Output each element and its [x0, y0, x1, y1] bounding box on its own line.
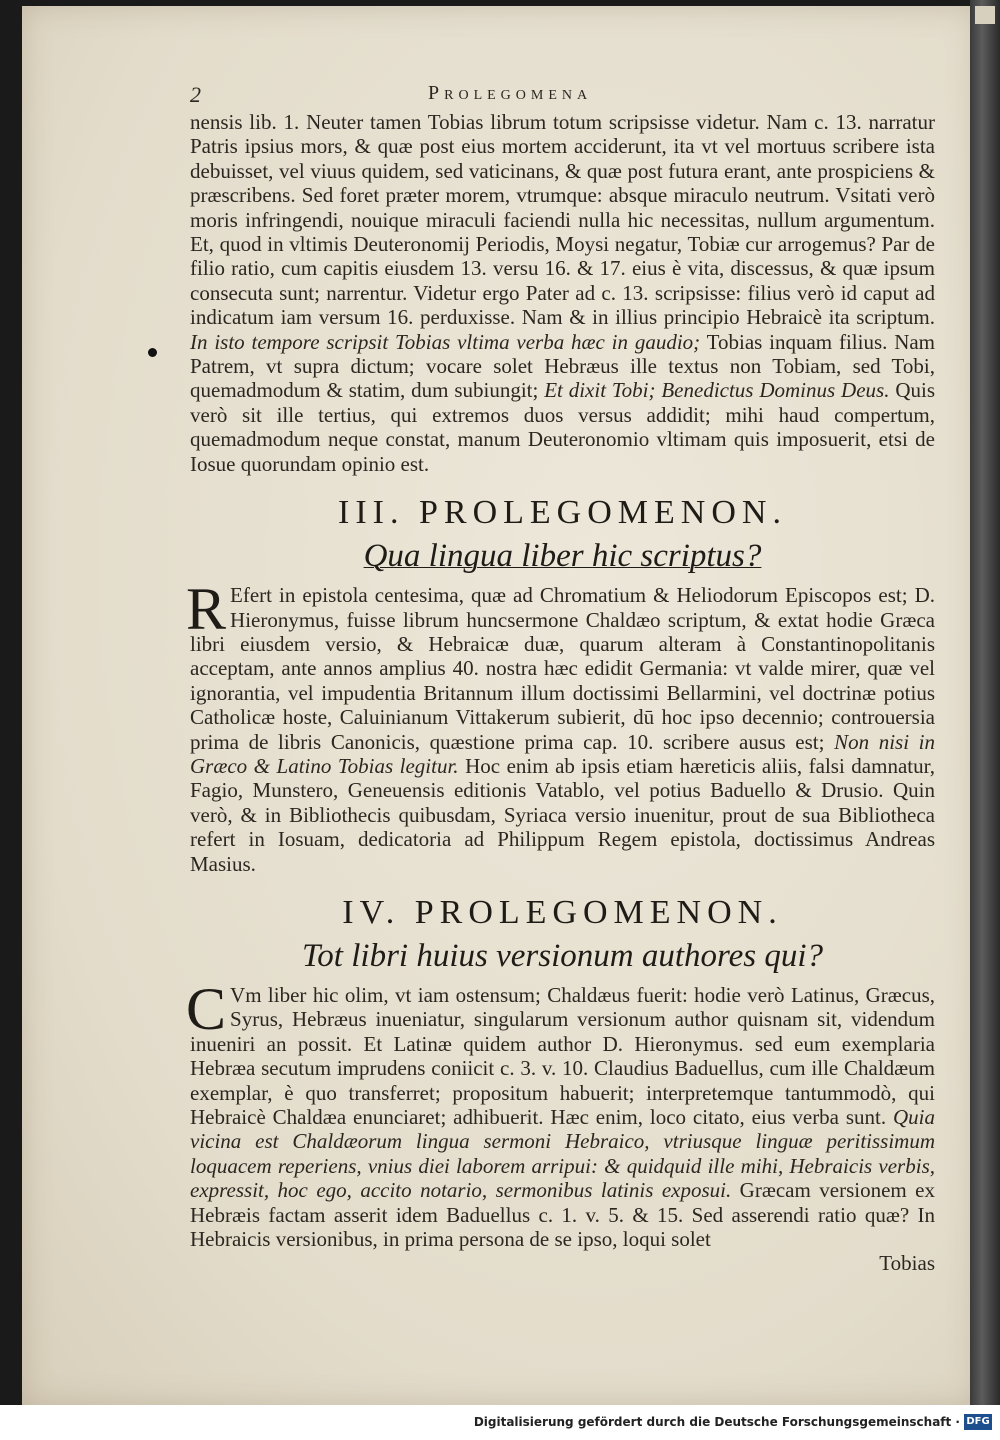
ink-dot — [148, 348, 157, 357]
page-edge — [970, 0, 1000, 1405]
intro-paragraph — [190, 110, 935, 476]
page-header — [190, 82, 935, 110]
section-3-dropcap: R — [186, 576, 227, 643]
section-4-heading: IV. PROLEGOMENON. — [342, 893, 783, 931]
section-3-paragraph — [186, 576, 936, 876]
section-3-heading: III. PROLEGOMENON. — [338, 494, 787, 532]
running-title: Prolegomena — [428, 82, 593, 104]
section-4-text-a: Vm liber hic olim, vt iam ostensum; Chaldæus fuerit: hodie verò Latinus, Græcus, Syrus, Hebræus inueniatur, singularum versionum author quisnam sit, videndum inueniri an possit. Et Latinæ quidem author D. Hieronymus. sed eum exemplaria Hebræa secutum imprudens coniicit c. 3. v. 10. Claudius Baduellus, cum ille Chaldæum exemplar, è quo transferret; propositum habuerit; interpretemque tantummodò, qui Hebraicè Chaldæa enunciaret; adhibuerit. Hæc enim, loco citato, eius verba sunt. — [190, 982, 935, 1129]
section-4-text-b: Græcam versionem ex Hebræis factam asserit idem Baduellus c. 1. v. 5. & 15. Sed asserendi ratio quæ? In Hebraicis versionibus, in prima persona de se ipso, loqui solet — [190, 1178, 935, 1252]
text-block — [186, 82, 936, 1276]
section-3-quote: Non nisi in Græco & Latino Tobias legitur. — [190, 729, 936, 778]
section-3-text-b: Hoc enim ab ipsis etiam hæreticis aliis, falsi damnatur, Fagio, Munstero, Geneuensis editionis Vatablo, vel potius Baduello & Drusio. Quin verò, & in Bibliothecis quibusdam, Syriaca versio inuenitur, prout de sua Bibliotheca refert in Iosuam, dedicatoria ad Philippum Regem epistola, doctissimus Andreas Masius. — [190, 753, 936, 876]
section-3-text-a: Efert in epistola centesima, quæ ad Chromatium & Heliodorum Episcopos est; D. Hieronymus, fuisse librum huncsermone Chaldæo scriptum, & extat hodie Græca libri eiusdem versio, & Hebraicæ duæ, quarum alteram à Constantinopolitanis acceptam, ante annos amplius 40. nostra hæc edidit Germania: vt valde mirer, quæ vel ignorantia, vel impudentia Britannum illum doctissimi Bellarmini, vel doctrinæ potius Catholicæ hoste, Caluinianum Vittakerum subierit, dū hoc ipso decennio; controuersia prima de libris Canonicis, quæstione prima cap. 10. scribere ausus est; — [190, 583, 935, 754]
intro-quote-a: In isto tempore scripsit Tobias vltima verba hæc in gaudio; — [190, 329, 701, 354]
section-4-dropcap: C — [186, 975, 227, 1042]
intro-text-c: Quis verò sit ille tertius, qui extremos duos versus addidit; mihi haud compertum, quemadmodum neque constat, manum Deuteronomio vltimam quis imposuerit, etsi de Iosue quorundam opinio est. — [190, 378, 935, 476]
intro-text-a: nensis lib. 1. Neuter tamen Tobias librum totum scripsisse videtur. Nam c. 13. narratur Patris ipsius mors, & quæ post eius mortem acciderunt, ita vt vel mortuus scribere ista debuisset, vel viuus quidem, sed vaticinans, & quæ post futura erant, ante prospiciens & præscribens. Sed foret præter morem, vtrumque: absque miraculo neutrum. Vsitati verò moris infringendi, nouique miraculi faciendi nulla hic necessitas, nullum argumentum. Et, quod in vltimis Deuteronomij Periodis, Moysi negatur, Tobiæ cur arrogemus? Par de filio ratio, cum capitis eiusdem 13. versu 16. & 17. eius è vita, discessus, & quæ ipsum consecuta sunt; narrentur. Videtur ergo Pater ad c. 13. scripsisse: filius verò id caput ad indicatum iam versum 16. perduxisse. Nam & in illius principio Hebraicè ita scriptum. — [190, 110, 935, 330]
intro-text-b: Tobias inquam filius. Nam Patrem, vt supra dictum; vocare solet Hebræus ille textus non Tobiam, sed Tobi, quemadmodum & statim, dum subiungit; — [190, 329, 936, 403]
page-number: 2 — [190, 82, 201, 107]
section-4-paragraph — [186, 975, 936, 1252]
section-4-subheading: Tot libri huius versionum authores qui? — [301, 937, 824, 974]
dfg-logo-icon[interactable]: DFG — [964, 1414, 992, 1430]
section-3-subheading: Qua lingua liber hic scriptus? — [363, 538, 762, 575]
funding-credit: Digitalisierung gefördert durch die Deutsche Forschungsgemeinschaft · — [473, 1415, 960, 1429]
intro-quote-b: Et dixit Tobi; Benedictus Dominus Deus. — [544, 378, 890, 403]
catchword: Tobias — [879, 1251, 935, 1276]
footer-bar — [0, 1405, 1000, 1440]
section-4-quote: Quia vicina est Chaldæorum lingua sermoni Hebraico, vtriusque linguæ peritissimum loquacem reperiens, vnius diei laborem arripui: & quidquid ille mihi, Hebraicis verbis, expressit, hoc ego, accito notario, sermonibus latinis exposui. — [190, 1105, 936, 1203]
page-corner — [975, 6, 995, 24]
